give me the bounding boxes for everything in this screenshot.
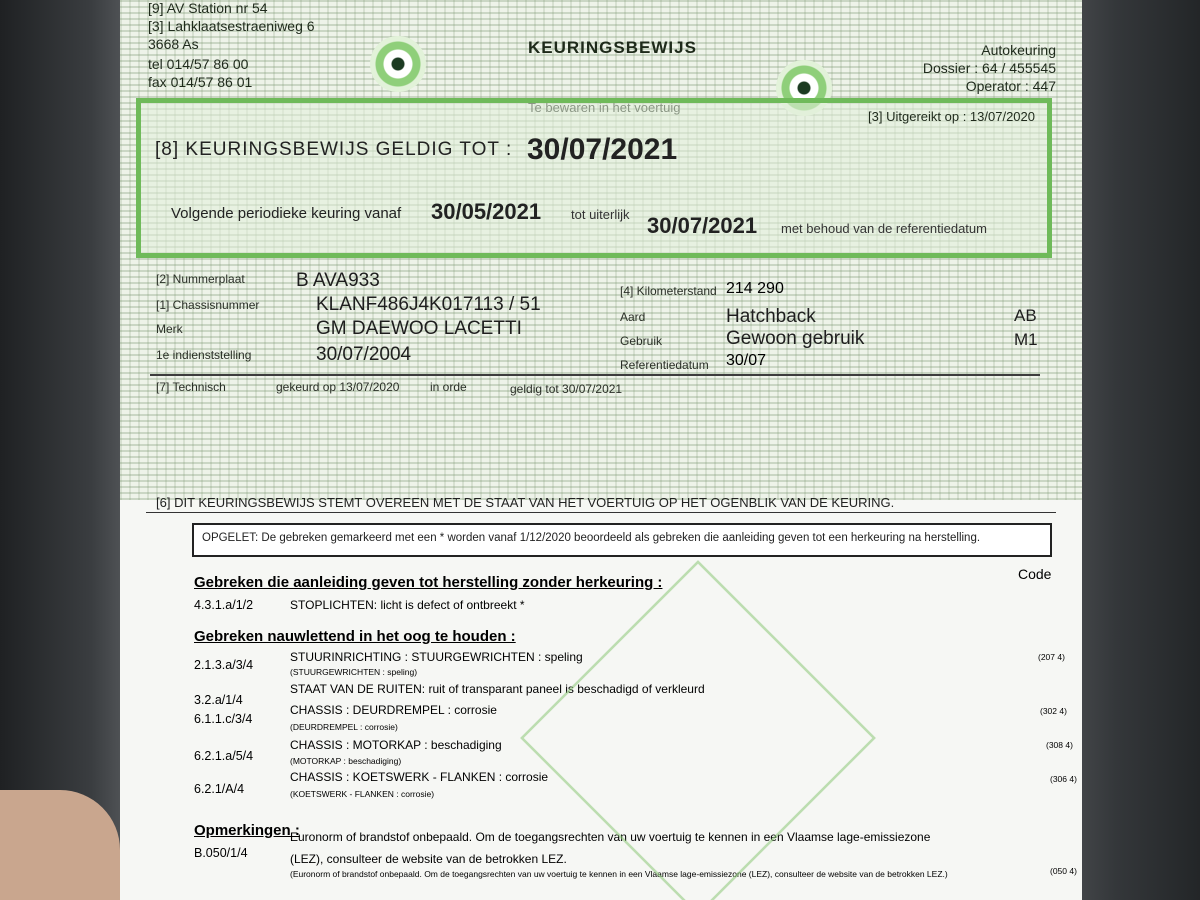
warning-text: OPGELET: De gebreken gemarkeerd met een * worden vanaf 1/12/2020 beoordeeld als gebreken die aanleiding geven tot een herkeuring na herstelling. — [202, 532, 981, 544]
defect-number: (306 4) — [1050, 774, 1077, 784]
validity-box — [136, 98, 1052, 258]
defect-subtext: (DEURDREMPEL : corrosie) — [290, 722, 398, 732]
inspection-certificate — [120, 0, 1082, 900]
defect-text: STUURINRICHTING : STUURGEWRICHTEN : speling — [290, 650, 583, 664]
next-inspection-suffix: met behoud van de referentiedatum — [781, 221, 987, 236]
use-value: Gewoon gebruik — [726, 328, 865, 349]
valid-until-date: 30/07/2021 — [527, 133, 678, 166]
defect-text: CHASSIS : DEURDREMPEL : corrosie — [290, 703, 497, 717]
defect-text: STOPLICHTEN: licht is defect of ontbreekt * — [290, 598, 525, 612]
station-postcode: 3668 As — [148, 36, 199, 52]
technical-valid: geldig tot 30/07/2021 — [510, 382, 623, 396]
plate-value: B AVA933 — [296, 270, 380, 291]
defect-code: 3.2.a/1/4 — [194, 693, 243, 707]
km-label: [4] Kilometerstand — [620, 284, 717, 298]
brand-value: GM DAEWOO LACETTI — [316, 318, 522, 339]
station-address: [3] Lahklaatsestraeniweg 6 — [148, 18, 315, 34]
next-inspection-from: 30/05/2021 — [431, 199, 542, 224]
hand — [0, 790, 120, 900]
issue-date: [3] Uitgereikt op : 13/07/2020 — [868, 109, 1035, 124]
defect-subtext: (STUURGEWRICHTEN : speling) — [290, 667, 418, 677]
defect-code: 6.2.1/A/4 — [194, 782, 245, 796]
aard-value: Hatchback — [726, 306, 816, 327]
chassis-label: [1] Chassisnummer — [156, 298, 260, 312]
aard-code: AB — [1014, 306, 1037, 325]
defect-number: (308 4) — [1046, 740, 1073, 750]
technical-date: gekeurd op 13/07/2020 — [276, 380, 400, 394]
station-tel: tel 014/57 86 00 — [148, 56, 249, 72]
remarks-title: Opmerkingen : — [194, 822, 300, 839]
technical-order: in orde — [430, 380, 467, 394]
technical-label: [7] Technisch — [156, 380, 226, 394]
defect-text: CHASSIS : MOTORKAP : beschadiging — [290, 738, 502, 752]
operator-number: Operator : 447 — [965, 78, 1056, 94]
validity-label: [8] KEURINGSBEWIJS GELDIG TOT : — [155, 139, 513, 160]
document-title: KEURINGSBEWIJS — [528, 38, 697, 57]
remarks-subtext: (Euronorm of brandstof onbepaald. Om de toegangsrechten van uw voertuig te kennen in een Vlaamse lage-emissiezone (LEZ), consulteer de website van de betrokken LEZ.) — [290, 869, 948, 879]
dossier-number: Dossier : 64 / 455545 — [922, 60, 1056, 76]
code-header: Code — [1018, 566, 1052, 582]
next-inspection-until: 30/07/2021 — [647, 213, 758, 238]
remarks-code: B.050/1/4 — [194, 846, 248, 860]
defect-text: STAAT VAN DE RUITEN: ruit of transparant paneel is beschadigd of verkleurd — [290, 682, 705, 696]
reference-date-value: 30/07 — [726, 352, 767, 369]
divider — [150, 374, 1040, 376]
section-watch-title: Gebreken nauwlettend in het oog te houden : — [194, 628, 516, 645]
reference-date-label: Referentiedatum — [620, 358, 709, 372]
stamp-watermark — [520, 560, 876, 900]
brand-label: Merk — [156, 322, 183, 336]
defect-subtext: (KOETSWERK - FLANKEN : corrosie) — [290, 789, 435, 799]
use-code: M1 — [1014, 330, 1038, 349]
defect-subtext: (MOTORKAP : beschadiging) — [290, 756, 402, 766]
warning-box — [192, 523, 1052, 557]
chassis-value: KLANF486J4K017113 / 51 — [316, 294, 541, 315]
remarks-line-2: (LEZ), consulteer de website van de betrokken LEZ. — [290, 852, 567, 866]
defect-code: 6.1.1.c/3/4 — [194, 712, 253, 726]
defect-code: 6.2.1.a/5/4 — [194, 749, 254, 763]
km-value: 214 290 — [726, 280, 784, 297]
remarks-line-1: Euronorm of brandstof onbepaald. Om de toegangsrechten van uw voertuig te kennen in een Vlaamse lage-emissiezone — [290, 830, 931, 844]
station-fax: fax 014/57 86 01 — [148, 74, 253, 90]
autokeuring-label: Autokeuring — [981, 42, 1056, 58]
next-inspection-label: Volgende periodieke keuring vanaf — [171, 205, 402, 222]
defect-code: 2.1.3.a/3/4 — [194, 658, 254, 672]
first-registration-label: 1e indienststelling — [156, 348, 252, 362]
section-repair-title: Gebreken die aanleiding geven tot herstelling zonder herkeuring : — [194, 574, 663, 591]
car-interior-left — [0, 0, 130, 900]
defect-text: CHASSIS : KOETSWERK - FLANKEN : corrosie — [290, 770, 549, 784]
remarks-number: (050 4) — [1050, 866, 1077, 876]
aard-label: Aard — [620, 310, 646, 324]
first-registration-value: 30/07/2004 — [316, 344, 412, 365]
next-inspection-mid: tot uiterlijk — [571, 207, 630, 222]
plate-label: [2] Nummerplaat — [156, 272, 245, 286]
statement: [6] DIT KEURINGSBEWIJS STEMT OVEREEN MET DE STAAT VAN HET VOERTUIG OP HET OGENBLIK VAN DE KEURING. — [156, 495, 895, 510]
defect-code: 4.3.1.a/1/2 — [194, 598, 254, 612]
station-name: [9] AV Station nr 54 — [148, 0, 268, 16]
lower-frame-top — [146, 512, 1056, 513]
defect-number: (207 4) — [1038, 652, 1065, 662]
goca-eye-logo-left — [370, 36, 426, 92]
defect-number: (302 4) — [1040, 706, 1067, 716]
use-label: Gebruik — [620, 334, 663, 348]
